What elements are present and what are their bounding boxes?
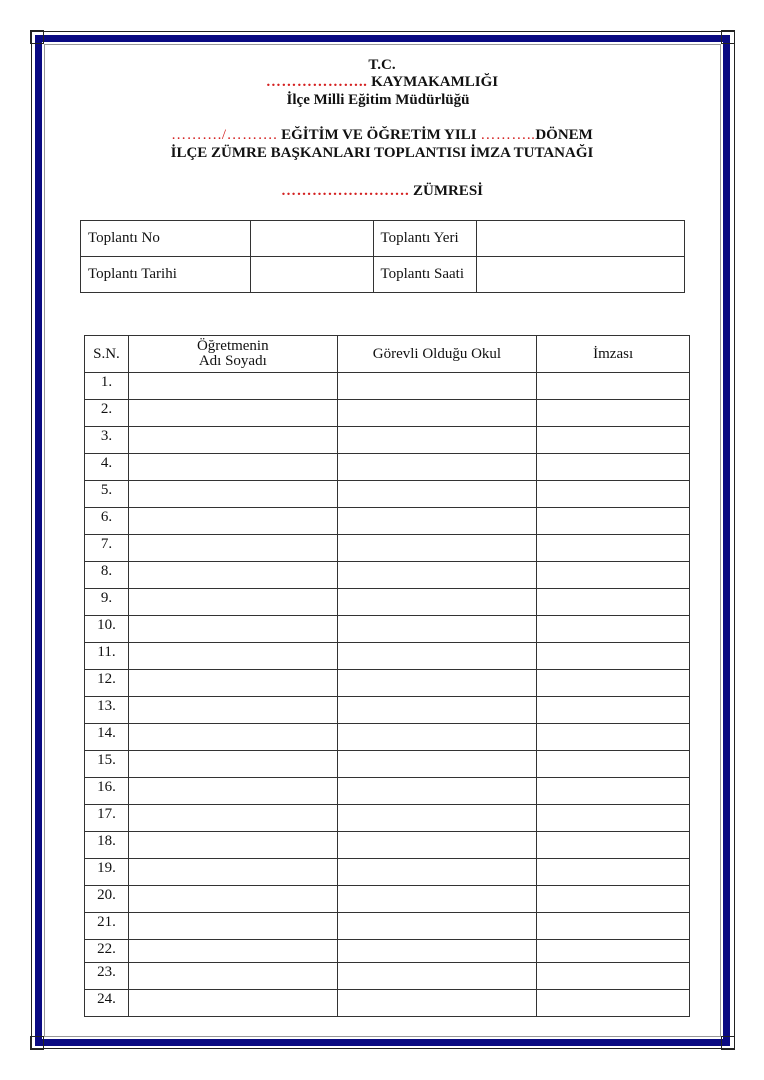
table-row — [85, 913, 690, 940]
cell-school[interactable] — [337, 508, 537, 535]
cell-teacher-name[interactable] — [128, 940, 337, 963]
column-header-school: Görevli Olduğu Okul — [337, 336, 537, 373]
cell-school[interactable] — [337, 481, 537, 508]
cell-signature[interactable] — [537, 778, 690, 805]
cell-signature[interactable] — [537, 832, 690, 859]
cell-signature[interactable] — [537, 724, 690, 751]
cell-school[interactable] — [337, 913, 537, 940]
cell-school[interactable] — [337, 724, 537, 751]
cell-teacher-name[interactable] — [128, 400, 337, 427]
header-zumre — [0, 182, 764, 200]
table-row — [85, 940, 690, 963]
table-row — [85, 454, 690, 481]
field-meeting-place[interactable] — [477, 221, 685, 257]
cell-teacher-name[interactable] — [128, 670, 337, 697]
table-row — [85, 373, 690, 400]
cell-signature[interactable] — [537, 751, 690, 778]
table-row — [85, 724, 690, 751]
cell-teacher-name[interactable] — [128, 562, 337, 589]
cell-teacher-name[interactable] — [128, 535, 337, 562]
meeting-info-table — [80, 220, 685, 293]
header-directorate: İlçe Milli Eğitim Müdürlüğü — [286, 92, 470, 108]
cell-signature[interactable] — [537, 481, 690, 508]
cell-school[interactable] — [337, 589, 537, 616]
field-meeting-no[interactable] — [250, 221, 373, 257]
cell-signature[interactable] — [537, 805, 690, 832]
header-tc: T.C. — [368, 57, 396, 73]
cell-signature[interactable] — [537, 400, 690, 427]
cell-signature[interactable] — [537, 373, 690, 400]
cell-school[interactable] — [337, 562, 537, 589]
cell-teacher-name[interactable] — [128, 990, 337, 1017]
column-header-sn: S.N. — [85, 336, 129, 373]
table-row — [85, 859, 690, 886]
label-meeting-place: Toplantı Yeri — [373, 221, 477, 257]
signature-table-body — [85, 373, 690, 1017]
column-header-teacher-line1: Öğretmenin — [196, 338, 269, 354]
cell-teacher-name[interactable] — [128, 589, 337, 616]
cell-teacher-name[interactable] — [128, 886, 337, 913]
table-row — [85, 670, 690, 697]
row-number: 1. — [85, 373, 129, 400]
cell-teacher-name[interactable] — [128, 778, 337, 805]
cell-teacher-name[interactable] — [128, 913, 337, 940]
year-text: EĞİTİM VE ÖĞRETİM YILI — [277, 127, 481, 143]
table-row — [85, 562, 690, 589]
term-text: DÖNEM — [535, 127, 593, 143]
cell-signature[interactable] — [537, 427, 690, 454]
cell-school[interactable] — [337, 832, 537, 859]
cell-signature[interactable] — [537, 859, 690, 886]
cell-signature[interactable] — [537, 697, 690, 724]
row-number: 11. — [85, 643, 129, 670]
field-meeting-time[interactable] — [477, 257, 685, 293]
row-number: 10. — [85, 616, 129, 643]
cell-teacher-name[interactable] — [128, 508, 337, 535]
row-number: 5. — [85, 481, 129, 508]
cell-teacher-name[interactable] — [128, 805, 337, 832]
table-row — [85, 697, 690, 724]
cell-school[interactable] — [337, 616, 537, 643]
cell-signature[interactable] — [537, 886, 690, 913]
cell-teacher-name[interactable] — [128, 724, 337, 751]
meeting-info-row — [81, 257, 685, 293]
cell-school[interactable] — [337, 454, 537, 481]
row-number: 15. — [85, 751, 129, 778]
cell-teacher-name[interactable] — [128, 963, 337, 990]
cell-signature[interactable] — [537, 990, 690, 1017]
row-number: 3. — [85, 427, 129, 454]
row-number: 7. — [85, 535, 129, 562]
cell-signature[interactable] — [537, 670, 690, 697]
table-row — [85, 778, 690, 805]
table-row — [85, 832, 690, 859]
row-number: 24. — [85, 990, 129, 1017]
cell-school[interactable] — [337, 940, 537, 963]
label-meeting-date: Toplantı Tarihi — [81, 257, 251, 293]
row-number: 23. — [85, 963, 129, 990]
cell-signature[interactable] — [537, 616, 690, 643]
cell-school[interactable] — [337, 778, 537, 805]
cell-teacher-name[interactable] — [128, 481, 337, 508]
corner-ornament-br — [721, 1036, 735, 1050]
table-row — [85, 643, 690, 670]
header-year-term — [0, 126, 764, 144]
corner-ornament-bl — [30, 1036, 44, 1050]
table-row — [85, 481, 690, 508]
cell-teacher-name[interactable] — [128, 643, 337, 670]
document-title: İLÇE ZÜMRE BAŞKANLARI TOPLANTISI İMZA TUTANAĞI — [170, 145, 594, 161]
table-row — [85, 616, 690, 643]
blank-term[interactable]: ……….. — [480, 127, 536, 143]
table-row — [85, 963, 690, 990]
blank-kaymakamlik[interactable]: ……………….. — [265, 74, 368, 90]
cell-school[interactable] — [337, 670, 537, 697]
cell-school[interactable] — [337, 643, 537, 670]
row-number: 20. — [85, 886, 129, 913]
cell-school[interactable] — [337, 697, 537, 724]
table-row — [85, 400, 690, 427]
cell-teacher-name[interactable] — [128, 859, 337, 886]
cell-signature[interactable] — [537, 589, 690, 616]
label-meeting-no: Toplantı No — [81, 221, 251, 257]
table-row — [85, 886, 690, 913]
cell-signature[interactable] — [537, 508, 690, 535]
cell-teacher-name[interactable] — [128, 616, 337, 643]
row-number: 8. — [85, 562, 129, 589]
cell-school[interactable] — [337, 427, 537, 454]
blank-year[interactable]: ………./………. — [171, 127, 278, 143]
row-number: 9. — [85, 589, 129, 616]
row-number: 12. — [85, 670, 129, 697]
cell-school[interactable] — [337, 805, 537, 832]
cell-teacher-name[interactable] — [128, 697, 337, 724]
cell-school[interactable] — [337, 859, 537, 886]
row-number: 19. — [85, 859, 129, 886]
cell-signature[interactable] — [537, 562, 690, 589]
field-meeting-date[interactable] — [250, 257, 373, 293]
cell-signature[interactable] — [537, 643, 690, 670]
column-header-signature: İmzası — [537, 336, 690, 373]
table-row — [85, 427, 690, 454]
cell-school[interactable] — [337, 400, 537, 427]
cell-school[interactable] — [337, 535, 537, 562]
zumre-text: ZÜMRESİ — [409, 183, 483, 199]
cell-teacher-name[interactable] — [128, 427, 337, 454]
cell-school[interactable] — [337, 886, 537, 913]
row-number: 18. — [85, 832, 129, 859]
blank-zumre[interactable]: ……………………. — [280, 183, 410, 199]
header-kaymakamlik — [0, 73, 764, 91]
cell-school[interactable] — [337, 373, 537, 400]
corner-ornament-tr — [721, 30, 735, 44]
cell-teacher-name[interactable] — [128, 832, 337, 859]
table-row — [85, 751, 690, 778]
cell-school[interactable] — [337, 963, 537, 990]
signature-table-header — [85, 336, 690, 373]
row-number: 4. — [85, 454, 129, 481]
cell-signature[interactable] — [537, 535, 690, 562]
row-number: 17. — [85, 805, 129, 832]
cell-signature[interactable] — [537, 913, 690, 940]
cell-teacher-name[interactable] — [128, 373, 337, 400]
row-number: 2. — [85, 400, 129, 427]
row-number: 21. — [85, 913, 129, 940]
corner-ornament-tl — [30, 30, 44, 44]
cell-signature[interactable] — [537, 940, 690, 963]
cell-school[interactable] — [337, 990, 537, 1017]
row-number: 14. — [85, 724, 129, 751]
cell-signature[interactable] — [537, 454, 690, 481]
signature-table — [84, 335, 690, 1017]
label-meeting-time: Toplantı Saati — [373, 257, 477, 293]
row-number: 6. — [85, 508, 129, 535]
cell-teacher-name[interactable] — [128, 751, 337, 778]
table-row — [85, 508, 690, 535]
table-row — [85, 990, 690, 1017]
cell-teacher-name[interactable] — [128, 454, 337, 481]
row-number: 16. — [85, 778, 129, 805]
table-row — [85, 589, 690, 616]
cell-school[interactable] — [337, 751, 537, 778]
column-header-teacher-line2: Adı Soyadı — [198, 353, 267, 369]
column-header-teacher-name — [128, 336, 337, 373]
kaymakamlik-text: KAYMAKAMLIĞI — [367, 74, 499, 90]
cell-signature[interactable] — [537, 963, 690, 990]
row-number: 13. — [85, 697, 129, 724]
table-row — [85, 805, 690, 832]
row-number: 22. — [85, 940, 129, 963]
meeting-info-row — [81, 221, 685, 257]
table-row — [85, 535, 690, 562]
